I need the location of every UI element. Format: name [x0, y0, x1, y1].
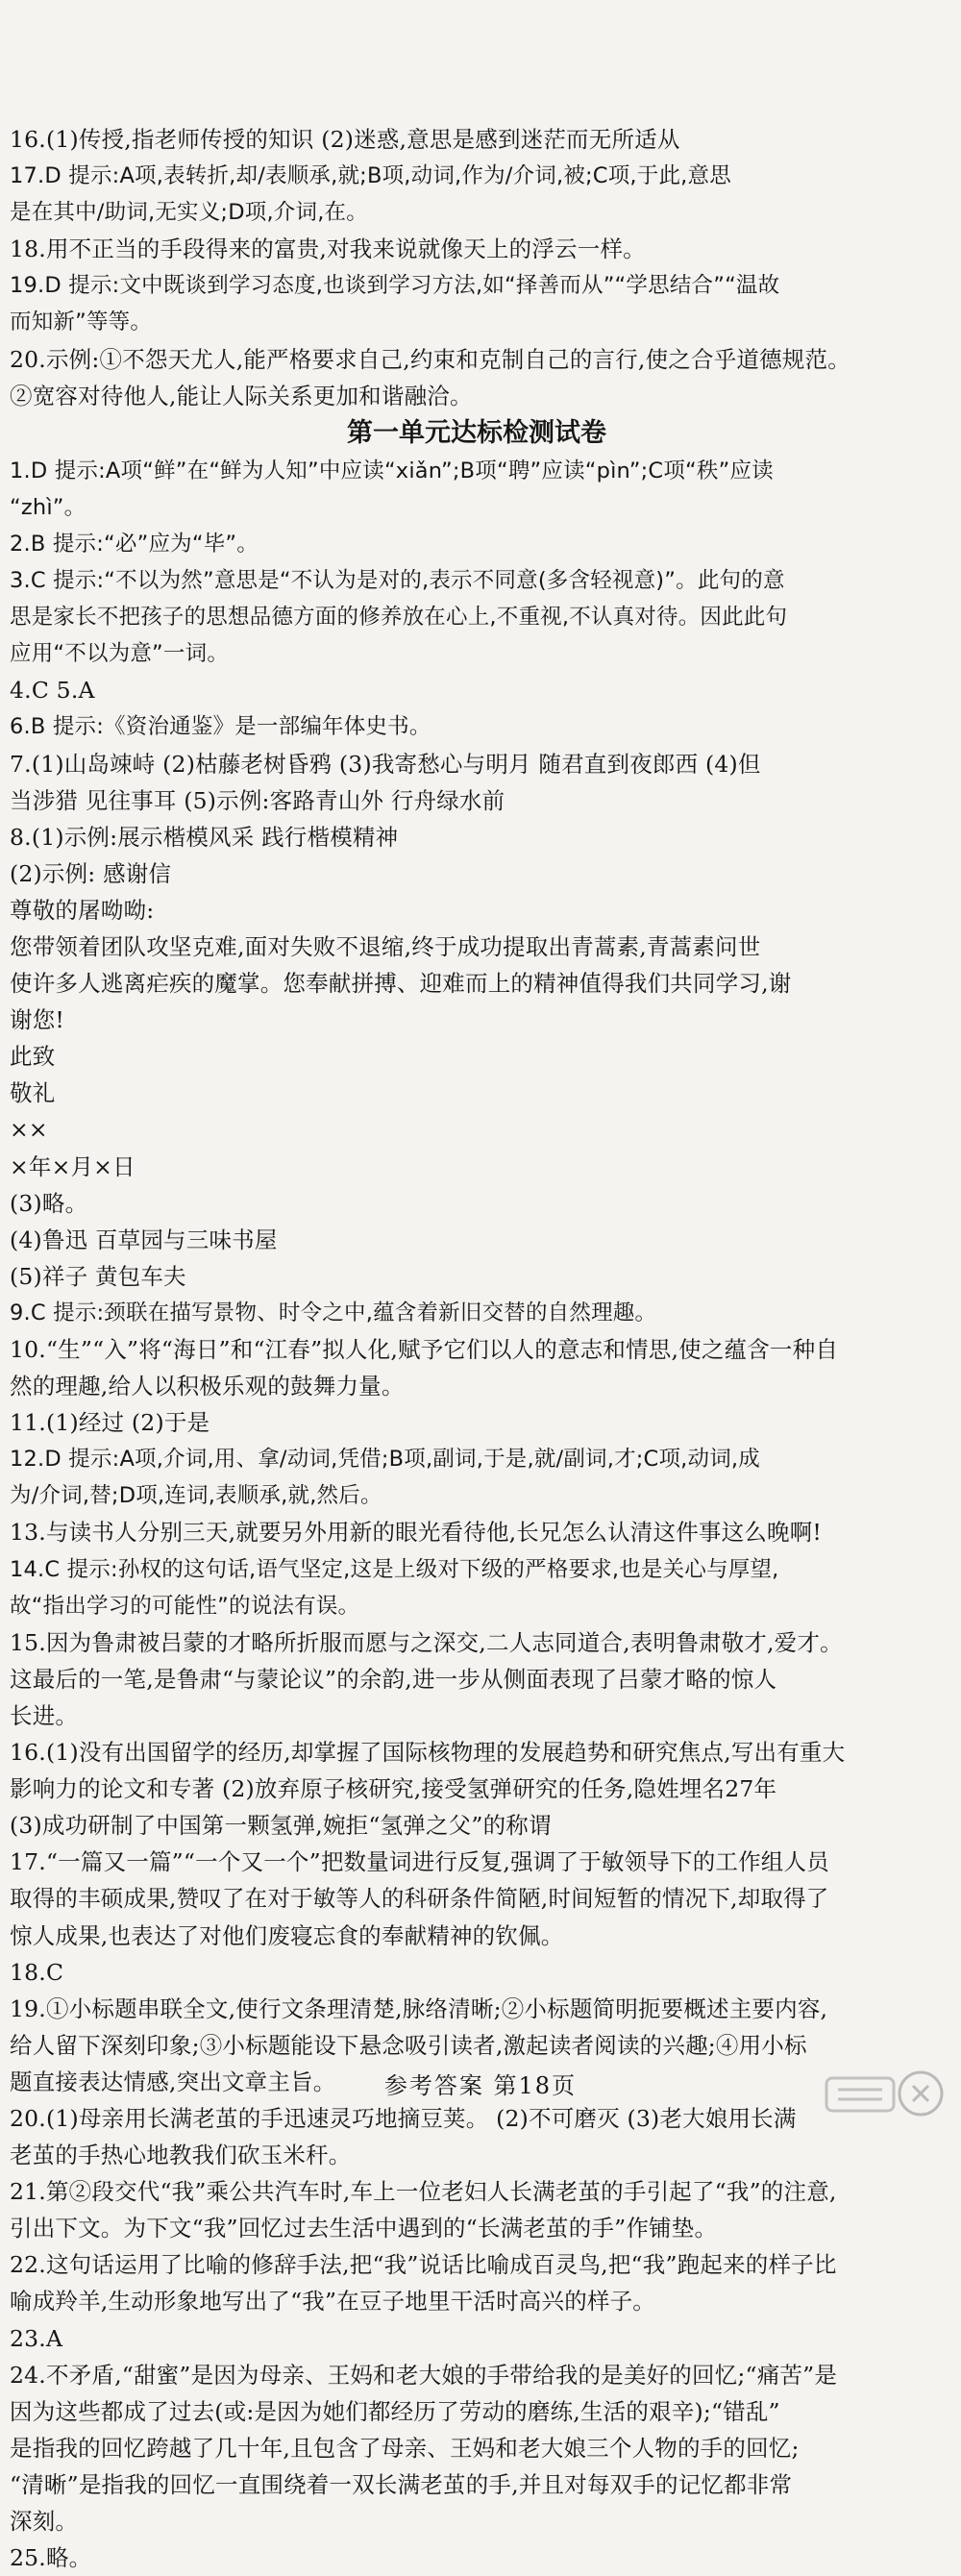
answer-line: 25.略。	[10, 2544, 92, 2572]
answer-line: 19.D 提示:文中既谈到学习态度,也谈到学习方法,如“择善而从”“学思结合”“温故	[10, 273, 780, 299]
answer-line: 引出下文。为下文“我”回忆过去生活中遇到的“长满老茧的手”作铺垫。	[10, 2215, 718, 2242]
answer-line: 9.C 提示:颈联在描写景物、时令之中,蕴含着新旧交替的自然理趣。	[10, 1300, 657, 1325]
answer-line: 您带领着团队攻坚克难,面对失败不退缩,终于成功提取出青蒿素,青蒿素问世	[10, 932, 761, 960]
answer-line: (3)成功研制了中国第一颗氢弹,婉拒“氢弹之父”的称谓	[10, 1812, 552, 1840]
answer-line: 给人留下深刻印象;③小标题能设下悬念吸引读者,激起读者阅读的兴趣;④用小标	[10, 2031, 807, 2059]
answer-line: 当涉猎 见往事耳 (5)示例:客路青山外 行舟绿水前	[10, 786, 505, 814]
answer-line: 是在其中/助词,无实义;D项,介词,在。	[10, 200, 368, 226]
answer-line: (3)略。	[10, 1189, 88, 1217]
answer-line: 2.B 提示:“必”应为“毕”。	[10, 531, 259, 557]
answers-unit-test	[10, 453, 926, 2576]
answer-line: 6.B 提示:《资治通鉴》是一部编年体史书。	[10, 714, 431, 740]
answer-line: 是指我的回忆跨越了几十年,且包含了母亲、王妈和老大娘三个人物的手的回忆;	[10, 2434, 800, 2462]
answer-line: 故“指出学习的可能性”的说法有误。	[10, 1593, 360, 1619]
answer-line: 而知新”等等。	[10, 310, 153, 335]
answer-line: 敬礼	[10, 1079, 56, 1107]
answer-line: 尊敬的屠呦呦:	[10, 896, 155, 924]
answer-line: 应用“不以为意”一词。	[10, 641, 230, 667]
answer-line: 使许多人逃离疟疾的魔掌。您奉献拼搏、迎难而上的精神值得我们共同学习,谢	[10, 970, 792, 998]
answer-line: (2)示例: 感谢信	[10, 859, 172, 887]
answer-line: 深刻。	[10, 2508, 79, 2535]
answer-line: 17.D 提示:A项,表转折,却/表顺承,就;B项,动词,作为/介词,被;C项,于此,意思	[10, 163, 731, 189]
answer-line: “清晰”是指我的回忆一直围绕着一双长满老茧的手,并且对每双手的记忆都非常	[10, 2470, 793, 2498]
answer-line: 17.“一篇又一篇”“一个又一个”把数量词进行反复,强调了于敏领导下的工作组人员	[10, 1848, 829, 1876]
answer-line: 喻成羚羊,生动形象地写出了“我”在豆子地里干活时高兴的样子。	[10, 2288, 655, 2316]
answer-line: 4.C 5.A	[10, 677, 95, 705]
answer-line: ②宽容对待他人,能让人际关系更加和谐融洽。	[10, 382, 473, 409]
answer-line: 12.D 提示:A项,介词,用、拿/动词,凭借;B项,副词,于是,就/副词,才;C项,动词,成	[10, 1447, 760, 1473]
answer-line: 16.(1)没有出国留学的经历,却掌握了国际核物理的发展趋势和研究焦点,写出有重大	[10, 1739, 846, 1767]
answer-line: 23.A	[10, 2324, 63, 2352]
answer-line: 因为这些都成了过去(或:是因为她们都经历了劳动的磨练,生活的艰辛);“错乱”	[10, 2397, 780, 2425]
answer-line: 为/介词,替;D项,连词,表顺承,就,然后。	[10, 1483, 382, 1509]
answers-previous-section	[10, 121, 926, 414]
section-title: 第一单元达标检测试卷	[347, 417, 606, 448]
answer-line: 20.示例:①不怨天尤人,能严格要求自己,约束和克制自己的言行,使之合乎道德规范。	[10, 345, 850, 373]
answer-line: 18.用不正当的手段得来的富贵,对我来说就像天上的浮云一样。	[10, 235, 646, 263]
answer-line: 10.“生”“入”将“海日”和“江春”拟人化,赋予它们以人的意志和情思,使之蕴含一种自	[10, 1336, 839, 1363]
answer-line: (5)祥子 黄包车夫	[10, 1262, 186, 1290]
answer-line: 1.D 提示:A项“鲜”在“鲜为人知”中应读“xiǎn”;B项“聘”应读“pìn”;C项“秩”应读	[10, 458, 774, 483]
answer-line: 16.(1)传授,指老师传授的知识 (2)迷惑,意思是感到迷茫而无所适从	[10, 126, 680, 153]
answer-line: “zhì”。	[10, 494, 86, 520]
answer-watermark-icon	[821, 2067, 946, 2128]
answer-line: (4)鲁迅 百草园与三味书屋	[10, 1226, 278, 1253]
answer-line: 谢您!	[10, 1006, 65, 1034]
answer-line: 题直接表达情感,突出文章主旨。	[10, 2068, 336, 2095]
answer-line: 然的理趣,给人以积极乐观的鼓舞力量。	[10, 1373, 405, 1400]
answer-line: 惊人成果,也表达了对他们废寝忘食的奉献精神的钦佩。	[10, 1921, 564, 1949]
page-footer: 参考答案 第18页	[383, 2072, 578, 2099]
answer-line: 21.第②段交代“我”乘公共汽车时,车上一位老妇人长满老茧的手引起了“我”的注意,	[10, 2178, 837, 2206]
answer-line: 14.C 提示:孙权的这句话,语气坚定,这是上级对下级的严格要求,也是关心与厚望,	[10, 1556, 779, 1582]
answer-line: 取得的丰硕成果,赞叹了在对于敏等人的科研条件简陋,时间短暂的情况下,却取得了	[10, 1885, 829, 1913]
answer-line: 22.这句话运用了比喻的修辞手法,把“我”说话比喻成百灵鸟,把“我”跑起来的样子比	[10, 2251, 837, 2279]
answer-line: 7.(1)山岛竦峙 (2)枯藤老树昏鸦 (3)我寄愁心与明月 随君直到夜郎西 (4)但	[10, 750, 761, 778]
answer-line: 20.(1)母亲用长满老茧的手迅速灵巧地摘豆荚。 (2)不可磨灭 (3)老大娘用长满	[10, 2104, 797, 2132]
answer-line: 老茧的手热心地教我们砍玉米秆。	[10, 2142, 352, 2169]
answer-line: 18.C	[10, 1958, 64, 1986]
answer-line: 15.因为鲁肃被吕蒙的才略所折服而愿与之深交,二人志同道合,表明鲁肃敬才,爱才。	[10, 1628, 843, 1656]
answer-line: 13.与读书人分别三天,就要另外用新的眼光看待他,长兄怎么认清这件事这么晚啊!	[10, 1519, 823, 1547]
answer-line: 11.(1)经过 (2)于是	[10, 1409, 210, 1437]
answer-line: 长进。	[10, 1701, 79, 1729]
answer-line: 思是家长不把孩子的思想品德方面的修养放在心上,不重视,不认真对待。因此此句	[10, 605, 788, 631]
answer-line: 此致	[10, 1043, 56, 1071]
answer-line: 19.①小标题串联全文,使行文条理清楚,脉络清晰;②小标题简明扼要概述主要内容,	[10, 1994, 828, 2022]
answer-line: 24.不矛盾,“甜蜜”是因为母亲、王妈和老大娘的手带给我的是美好的回忆;“痛苦”是	[10, 2361, 838, 2389]
answer-line: ××	[10, 1116, 48, 1144]
answer-line: 这最后的一笔,是鲁肃“与蒙论议”的余韵,进一步从侧面表现了吕蒙才略的惊人	[10, 1665, 777, 1693]
answer-line: 3.C 提示:“不以为然”意思是“不认为是对的,表示不同意(多含轻视意)”。此句的意	[10, 568, 785, 594]
answer-line: ×年×月×日	[10, 1152, 136, 1180]
answer-line: 影响力的论文和专著 (2)放弃原子核研究,接受氢弹研究的任务,隐姓埋名27年	[10, 1775, 777, 1803]
answer-line: 8.(1)示例:展示楷模风采 践行楷模精神	[10, 823, 399, 851]
